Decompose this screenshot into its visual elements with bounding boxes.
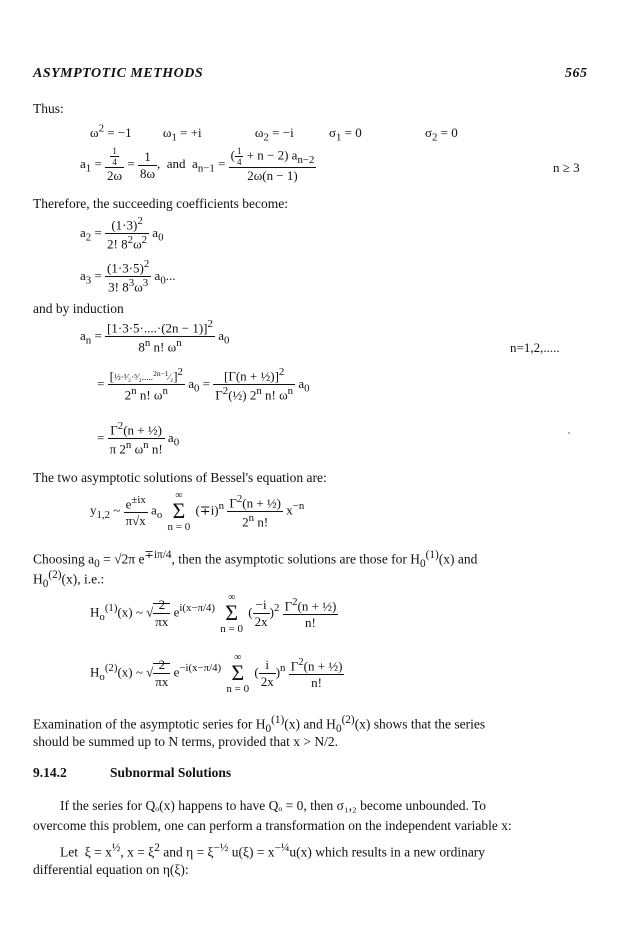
examination-text: Examination of the asymptotic series for $H_0^{(1)}(x)$ and $H_0^{(2)}(x)$ shows that the series bbox=[33, 714, 486, 736]
para2-cont: differential equation on η(ξ): bbox=[33, 862, 189, 877]
para2: Let $\xi = x^{\frac{1}{2}}$, $x = \xi^2$ and $\eta = \xi^{-\frac{1}{2}}$ $u(\xi) = x^{-\frac{1}{4}}u(x)$ which results in a new ordinary bbox=[60, 842, 486, 860]
induction-text: and by induction bbox=[33, 301, 124, 316]
choosing-text-cont: $H_0^{(2)}(x)$, i.e.: bbox=[33, 569, 105, 591]
two-solutions-text: The two asymptotic solutions of Bessel's equation are: bbox=[33, 470, 327, 485]
eq-a3: $a_3$ = $\frac{(1\cdot 3\cdot 5)^2}{3! 8^3\omega^3}$ $a_0$... bbox=[80, 258, 176, 295]
para1: If the series for Qₒ(x) happens to have Qₒ = 0, then σ₁,₂ become unbounded. To bbox=[60, 798, 487, 813]
eq-a2: $a_2$ = $\frac{(1\cdot 3)^2}{2! 8^2\omega^2}$ $a_0$ bbox=[80, 215, 164, 252]
thus-label: Thus: bbox=[33, 101, 64, 116]
n-ge-3: n ≥ 3 bbox=[553, 160, 580, 175]
choosing-text: Choosing $a_0 = √2\pi$ $e^{\mp i\pi/4}$, then the asymptotic solutions are those for $H_0^{(1)}(x)$ and bbox=[33, 549, 478, 571]
n-range: n=1,2,..... bbox=[510, 340, 560, 355]
page-number: 565 bbox=[565, 66, 588, 81]
section-title: Subnormal Solutions bbox=[110, 765, 232, 780]
eq-an: $a_n$ = $\frac{[1\cdot 3\cdot 5\cdot....\cdot(2n - 1)]^2}{8^n n! \omega^n}$ $a_0$ bbox=[80, 318, 230, 355]
section-number: 9.14.2 bbox=[33, 765, 67, 780]
eq-omega-line: $\omega^2 = -1$ $\omega_1 = +i$ $\omega_2 = -i$ $\sigma_1 = 0$ $\sigma_2 = 0$ bbox=[90, 123, 458, 144]
examination-text-cont: should be summed up to N terms, provided that x > N/2. bbox=[33, 734, 338, 749]
eq-h2: $H_o^{(2)}(x)$ ~ √ $\frac{2}{\pi x}$ $e^{-i(x-\pi/4)}$ ∞ Σ n = 0 ( $\frac{i}{2x}$ )$^n$ $\frac{\Gamma^2(n + \frac{1}{2})}{n!}$ bbox=[90, 652, 343, 695]
running-title: ASYMPTOTIC METHODS bbox=[33, 66, 204, 81]
eq-a1: $a_1$ = $\frac{\frac{1}{4}}{2\omega}$ = $\frac{1}{8\omega}$ , and $a_{n-1}$ = ( $\frac{1}{4}$ + n − 2) $a_{n-2}$ 2ω(n − 1) bbox=[80, 146, 315, 183]
para1-cont: overcome this problem, one can perform a transformation on the independent variable x: bbox=[33, 818, 512, 833]
therefore-text: Therefore, the succeeding coefficients become: bbox=[33, 196, 288, 211]
eq-h1: $H_o^{(1)}(x)$ ~ √ $\frac{2}{\pi x}$ $e^{i(x-\pi/4)}$ ∞ Σ n = 0 ( $\frac{-i}{2x}$ )$^2$ $\frac{\Gamma^2(n + \frac{1}{2})}{n!}$ bbox=[90, 592, 337, 635]
eq-an-alt: = $\frac{[\frac{1}{2}\cdot^3⁄_2\cdot^5⁄_2.....^{2n-1}⁄_2]^2}{2^n n! \omega^n}$ $a_0$ = $\frac{[\Gamma(n + \frac{1}{2})]^2}{\Gamma^2(\frac{1}{2}) 2^n n! \omega^n}$ $a_0$ bbox=[97, 366, 310, 403]
eq-an-final: = $\frac{\Gamma^2(n + \frac{1}{2})}{\pi 2^n \omega^n n!}$ $a_0$ bbox=[97, 420, 180, 457]
eq-y12: $y_{1,2}$ ~ $\frac{e^{\pm ix}}{\pi√x}$ $a_o$ ∞ Σ n = 0 $(\mp i)^n$ $\frac{\Gamma^2(n + \frac{1}{2})}{2^n n!}$ $x^{-n}$ bbox=[90, 490, 305, 533]
scan-dot bbox=[568, 432, 570, 434]
